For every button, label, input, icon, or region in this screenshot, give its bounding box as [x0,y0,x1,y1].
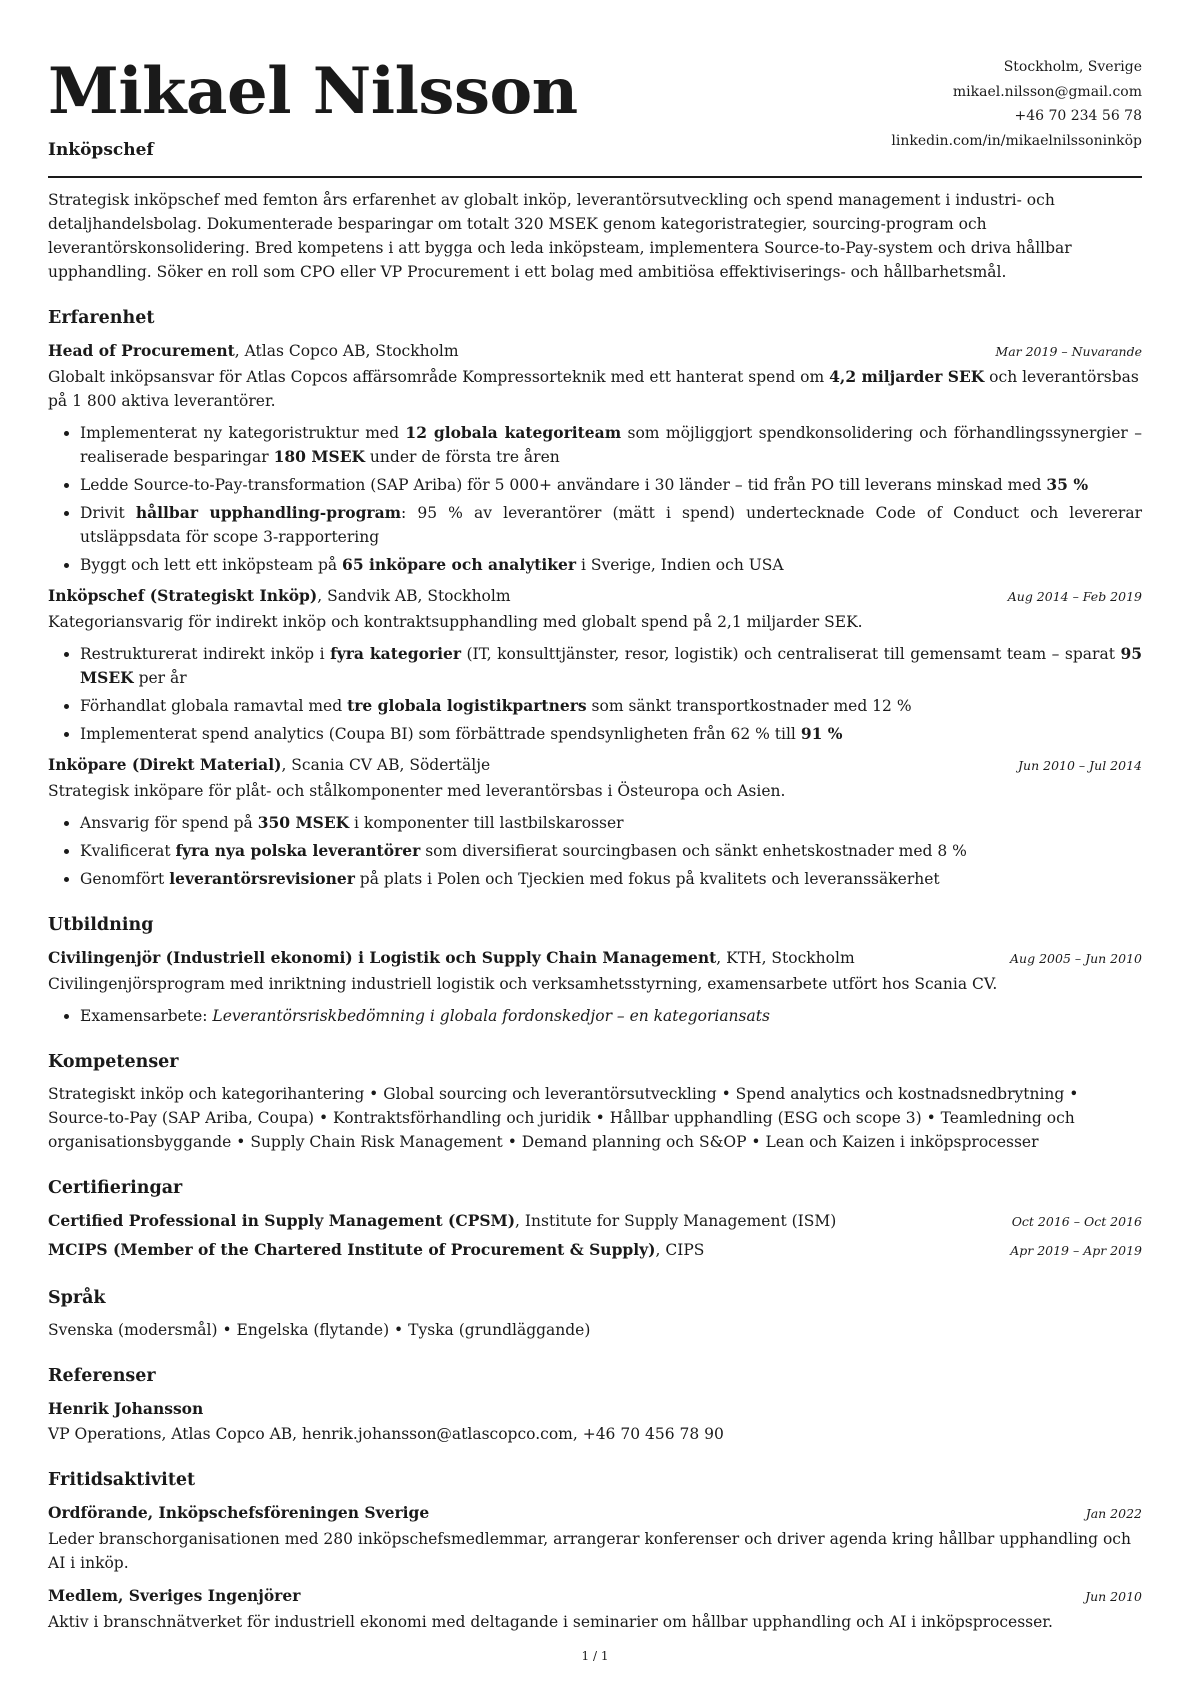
text-run: på plats i Polen och Tjeckien med fokus på kvalitets och leveranssäkerhet [354,870,940,888]
text-run: Strategisk inköpare för plåt- och stålkomponenter med leverantörsbas i Östeuropa och Asien. [48,782,786,800]
entry-bullets [48,1004,1142,1028]
activity-header [48,1583,1142,1610]
certification-name: Certified Professional in Supply Management (CPSM) [48,1211,516,1230]
text-run: Civilingenjörsprogram med inriktning industriell logistik och verksamhetsstyrning, examensarbete utfört hos Scania CV. [48,975,998,993]
text-run: Genomfört [80,870,170,888]
certification-date: Oct 2016 – Oct 2016 [1011,1214,1142,1229]
entry-header [48,945,1142,972]
bold-text: 350 MSEK [257,813,350,832]
section-heading-education: Utbildning [48,915,154,935]
education-list [48,945,1142,1028]
bullet-item [80,642,1142,690]
bullet-item [80,421,1142,469]
text-run: per år [133,669,187,687]
certification-title [48,1237,704,1263]
profile-summary: Strategisk inköpschef med femton års erfarenhet av globalt inköp, leverantörsutveckling och spend management i industri- och detaljhandelsbolag. Dokumenterade besparingar om totalt 320 MSEK genom kategoristrategier, sourcing-program och leverantörskonsolidering. Bred kompetens i att bygga och leda inköpsteam, implementera Source-to-Pay-system och driva hållbar upphandling. Söker en roll som CPO eller VP Procurement i ett bolag med ambitiösa effektiviserings- och hållbarhetsmål. [48,191,1072,281]
bold-text: 35 % [1046,475,1089,494]
entry-role: Head of Procurement [48,341,235,360]
activity-header [48,1500,1142,1527]
entry-item [48,583,1142,746]
entry-title [48,338,459,364]
experience-list [48,338,1142,891]
text-run: Ansvarig för spend på [80,814,258,832]
contact-location: Stockholm, Sverige [1003,59,1142,75]
bullet-item [80,839,1142,863]
entry-title [48,945,855,971]
activity-date: Jan 2022 [1085,1506,1142,1521]
entry-description [48,365,1142,413]
skills-list: Strategiskt inköp och kategorihantering • Global sourcing och leverantörsutveckling • Spend analytics och kostnadsnedbrytning • Source-to-Pay (SAP Ariba, Coupa) • Kontraktsförhandling och juridik • Hållbar upphandling (ESG och scope 3) • Teamledning och organisationsbyggande • Supply Chain Risk Management • Demand planning och S&OP • Lean och Kaizen i inköpsprocesser [48,1085,1079,1151]
activity-description: Aktiv i branschnätverket för industriell ekonomi med deltagande i seminarier om hållbar upphandling och AI i inköpsprocesser. [48,1613,1053,1631]
text-run: Globalt inköpsansvar för Atlas Copcos affärsområde Kompressorteknik med ett hanterat spend om [48,368,830,386]
entry-organization: , KTH, Stockholm [716,949,855,967]
bold-text: 180 MSEK [273,447,365,466]
contact-linkedin[interactable]: linkedin.com/in/mikaelnilssoninköp [891,132,1142,149]
text-run: Examensarbete: [80,1007,213,1025]
entry-organization: , Atlas Copco AB, Stockholm [234,342,459,360]
activity-list [48,1500,1142,1634]
bullet-item [80,722,1142,746]
entry-description [48,972,1142,996]
entry-role: Inköpare (Direkt Material) [48,755,282,774]
contact-block [891,55,1142,153]
bold-text: 12 globala kategoriteam [405,423,622,442]
activity-item [48,1583,1142,1634]
text-run: som sänkt transportkostnader med 12 % [586,697,912,715]
certification-item [48,1208,1142,1235]
text-run: Byggt och lett ett inköpsteam på [80,556,343,574]
bullet-item [80,501,1142,549]
entry-description [48,779,1142,803]
contact-email[interactable]: mikael.nilsson@gmail.com [952,83,1142,100]
certification-item [48,1237,1142,1264]
activity-description: Leder branschorganisationen med 280 inköpschefsmedlemmar, arrangerar konferenser och driver agenda kring hållbar upphandling och AI i inköp. [48,1530,1131,1572]
bold-text: leverantörsrevisioner [169,869,355,888]
entry-item [48,752,1142,891]
certification-date: Apr 2019 – Apr 2019 [1010,1243,1142,1258]
section-heading-references: Referenser [48,1366,156,1386]
text-run: som möjliggjort spendkonsolidering och förhandlingssynergier – realiserade besparingar [80,424,1142,466]
contact-phone: +46 70 234 56 78 [1014,108,1142,124]
text-run: Restrukturerat indirekt inköp i [80,645,331,663]
text-run: i Sverige, Indien och USA [576,556,784,574]
reference-details: VP Operations, Atlas Copco AB, henrik.johansson@atlascopco.com, +46 70 456 78 90 [48,1425,724,1443]
certification-list [48,1208,1142,1264]
activity-item [48,1500,1142,1575]
entry-organization: , Sandvik AB, Stockholm [317,587,511,605]
entry-header [48,338,1142,365]
entry-item [48,945,1142,1028]
text-run: Implementerat ny kategoristruktur med [80,424,406,442]
entry-date: Aug 2005 – Jun 2010 [1010,951,1142,966]
text-run: Kategoriansvarig för indirekt inköp och kontraktsupphandling med globalt spend på 2,1 miljarder SEK. [48,613,863,631]
text-run: : 95 % av leverantörer (mätt i spend) undertecknade Code of Conduct och levererar utsläppsdata för scope 3-rapportering [80,504,1142,546]
bold-text: 65 inköpare och analytiker [342,555,577,574]
certification-issuer: , Institute for Supply Management (ISM) [515,1212,837,1230]
certification-issuer: , CIPS [655,1241,705,1259]
text-run: i komponenter till lastbilskarosser [349,814,624,832]
certification-title [48,1208,836,1234]
candidate-role: Inköpschef [48,140,154,160]
entry-title [48,583,511,609]
section-heading-experience: Erfarenhet [48,308,155,328]
bullet-item [80,1004,1142,1028]
text-run: Kvalificerat [80,842,176,860]
text-run: under de första tre åren [365,448,560,466]
bold-text: 95 MSEK [80,644,1143,687]
text-run: Ledde Source-to-Pay-transformation (SAP Ariba) för 5 000+ användare i 30 länder – tid från PO till leverans minskad med [80,476,1047,494]
candidate-name: Mikael Nilsson [48,54,578,129]
activity-date: Jun 2010 [1085,1589,1142,1604]
entry-title [48,752,490,778]
entry-organization: , Scania CV AB, Södertälje [281,756,491,774]
entry-bullets [48,421,1142,577]
activity-title: Ordförande, Inköpschefsföreningen Sverige [48,1503,430,1522]
bullet-item [80,553,1142,577]
entry-description [48,610,1142,634]
entry-bullets [48,811,1142,891]
bullet-item [80,811,1142,835]
entry-role: Civilingenjör (Industriell ekonomi) i Logistik och Supply Chain Management [48,948,717,967]
header-divider [48,176,1142,178]
entry-date: Mar 2019 – Nuvarande [995,344,1142,359]
section-heading-certifications: Certifieringar [48,1178,183,1198]
resume-page [48,0,1142,1642]
activity-title: Medlem, Sveriges Ingenjörer [48,1586,301,1605]
bold-text: tre globala logistikpartners [347,696,587,715]
bold-text: fyra nya polska leverantörer [175,841,421,860]
reference-name: Henrik Johansson [48,1399,204,1418]
italic-text: Leverantörsriskbedömning i globala fordonskedjor – en kategoriansats [212,1007,770,1025]
bold-text: 4,2 miljarder SEK [829,367,985,386]
bold-text: fyra kategorier [330,644,461,663]
text-run: Förhandlat globala ramavtal med [80,697,348,715]
resume-header [48,0,1142,178]
text-run: (IT, konsulttjänster, resor, logistik) och centraliserat till gemensamt team – sparat [461,645,1121,663]
section-heading-skills: Kompetenser [48,1052,179,1072]
text-run: Implementerat spend analytics (Coupa BI) som förbättrade spendsynligheten från 62 % till [80,725,801,743]
page-number: 1 / 1 [581,1649,609,1663]
text-run: och leverantörsbas på 1 800 aktiva leverantörer. [48,368,1139,410]
entry-header [48,583,1142,610]
section-heading-languages: Språk [48,1288,106,1308]
bold-text: hållbar upphandling-program [135,503,402,522]
bullet-item [80,867,1142,891]
bullet-item [80,473,1142,497]
entry-role: Inköpschef (Strategiskt Inköp) [48,586,318,605]
entry-date: Jun 2010 – Jul 2014 [1018,758,1142,773]
entry-bullets [48,642,1142,746]
text-run: Drivit [80,504,136,522]
entry-date: Aug 2014 – Feb 2019 [1007,589,1142,604]
bullet-item [80,694,1142,718]
text-run: som diversifierat sourcingbasen och sänkt enhetskostnader med 8 % [420,842,967,860]
bold-text: 91 % [800,724,843,743]
languages-list: Svenska (modersmål) • Engelska (flytande) • Tyska (grundläggande) [48,1321,591,1339]
entry-item [48,338,1142,577]
section-heading-activities: Fritidsaktivitet [48,1470,196,1490]
certification-name: MCIPS (Member of the Chartered Institute of Procurement & Supply) [48,1240,656,1259]
entry-header [48,752,1142,779]
